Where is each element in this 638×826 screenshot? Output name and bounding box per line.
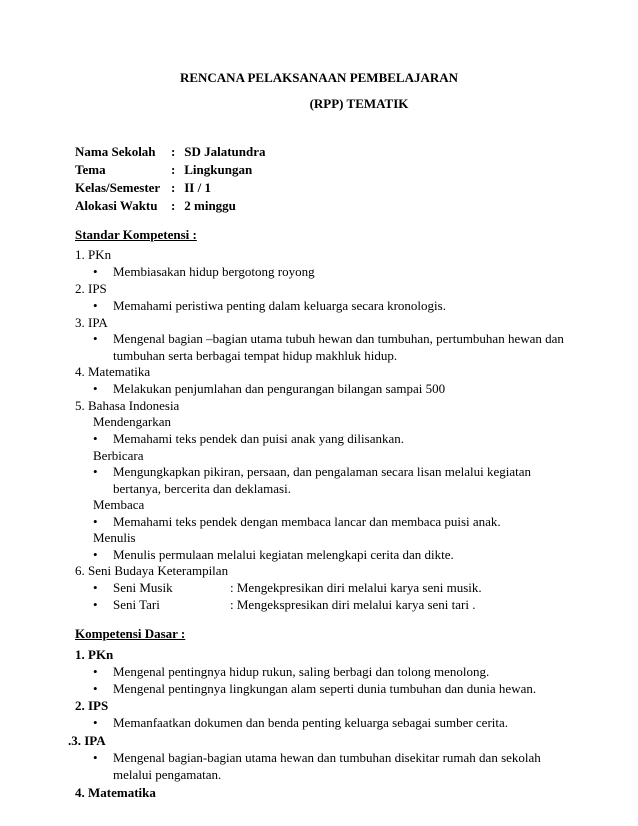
list-item bbox=[93, 681, 536, 697]
list-item-text: : Mengekspresikan diri melalui karya seni tari . bbox=[230, 597, 476, 612]
identity-row-time bbox=[75, 198, 236, 214]
subject-ips: 2. IPS bbox=[75, 281, 107, 296]
list-item-text: Mengenal bagian –bagian utama tubuh hewan dan tumbuhan, pertumbuhan hewan dan bbox=[113, 331, 564, 346]
identity-value: II / 1 bbox=[184, 180, 211, 195]
identity-key: Tema bbox=[75, 162, 106, 177]
list-item bbox=[93, 331, 564, 347]
list-item-text: Melakukan penjumlahan dan pengurangan bilangan sampai 500 bbox=[113, 381, 446, 396]
list-item-text: : Mengekpresikan diri melalui karya seni musik. bbox=[230, 580, 482, 595]
list-item bbox=[93, 664, 489, 680]
bullet-icon: • bbox=[93, 331, 98, 346]
subject-matematika: 4. Matematika bbox=[75, 364, 151, 379]
list-item bbox=[93, 597, 475, 613]
identity-value: SD Jalatundra bbox=[184, 144, 266, 159]
list-item bbox=[93, 750, 541, 766]
subject-seni-budaya: 6. Seni Budaya Keterampilan bbox=[75, 563, 229, 578]
subheading-berbicara: Berbicara bbox=[93, 448, 144, 463]
list-item-key: Seni Tari bbox=[113, 597, 160, 612]
subheading-menulis: Menulis bbox=[93, 530, 136, 545]
identity-sep: : bbox=[171, 144, 176, 159]
section-heading-standar-kompetensi: Standar Kompetensi : bbox=[75, 227, 197, 242]
bullet-icon: • bbox=[93, 298, 98, 313]
subject-pkn: 1. PKn bbox=[75, 647, 114, 662]
bullet-icon: • bbox=[93, 514, 98, 529]
list-item bbox=[93, 464, 531, 480]
bullet-icon: • bbox=[93, 597, 98, 612]
bullet-icon: • bbox=[93, 681, 98, 696]
list-item bbox=[93, 547, 454, 563]
list-item bbox=[93, 715, 508, 731]
identity-sep: : bbox=[171, 162, 176, 177]
list-item-continuation: tumbuhan serta berbagai tempat hidup makhluk hidup. bbox=[113, 348, 398, 363]
identity-key: Alokasi Waktu bbox=[75, 198, 158, 213]
bullet-icon: • bbox=[93, 580, 98, 595]
list-item-text: Mengenal pentingnya hidup rukun, saling berbagi dan tolong menolong. bbox=[113, 664, 490, 679]
bullet-icon: • bbox=[93, 381, 98, 396]
document-subtitle: (RPP) TEMATIK bbox=[309, 96, 409, 111]
list-item-text: Mengungkapkan pikiran, persaan, dan pengalaman secara lisan melalui kegiatan bbox=[113, 464, 532, 479]
list-item bbox=[93, 381, 445, 397]
identity-key: Nama Sekolah bbox=[75, 144, 156, 159]
bullet-icon: • bbox=[93, 547, 98, 562]
subject-ips: 2. IPS bbox=[75, 698, 109, 713]
list-item-text: Menulis permulaan melalui kegiatan melengkapi cerita dan dikte. bbox=[113, 547, 454, 562]
list-item-text: Memahami peristiwa penting dalam keluarga secara kronologis. bbox=[113, 298, 446, 313]
identity-value: 2 minggu bbox=[184, 198, 236, 213]
subject-ipa: 3. IPA bbox=[75, 315, 108, 330]
identity-sep: : bbox=[171, 198, 176, 213]
subject-bahasa-indonesia: 5. Bahasa Indonesia bbox=[75, 398, 180, 413]
section-heading-kompetensi-dasar: Kompetensi Dasar : bbox=[75, 626, 186, 641]
subject-matematika: 4. Matematika bbox=[75, 785, 156, 800]
bullet-icon: • bbox=[93, 264, 98, 279]
list-item-key: Seni Musik bbox=[113, 580, 173, 595]
list-item-continuation: melalui pengamatan. bbox=[113, 767, 222, 782]
identity-value: Lingkungan bbox=[184, 162, 253, 177]
subheading-mendengarkan: Mendengarkan bbox=[93, 414, 171, 429]
list-item bbox=[93, 298, 446, 314]
list-item-text: Membiasakan hidup bergotong royong bbox=[113, 264, 315, 279]
bullet-icon: • bbox=[93, 431, 98, 446]
list-item-text: Memahami teks pendek dengan membaca lancar dan membaca puisi anak. bbox=[113, 514, 501, 529]
document-title: RENCANA PELAKSANAAN PEMBELAJARAN bbox=[179, 70, 459, 85]
identity-row-theme bbox=[75, 162, 252, 178]
identity-key: Kelas/Semester bbox=[75, 180, 161, 195]
list-item bbox=[93, 431, 404, 447]
list-item-text: Memahami teks pendek dan puisi anak yang dilisankan. bbox=[113, 431, 404, 446]
list-item-text: Memanfaatkan dokumen dan benda penting keluarga sebagai sumber cerita. bbox=[113, 715, 509, 730]
list-item-text: Mengenal bagian-bagian utama hewan dan tumbuhan disekitar rumah dan sekolah bbox=[113, 750, 541, 765]
subheading-membaca: Membaca bbox=[93, 497, 145, 512]
list-item-text: Mengenal pentingnya lingkungan alam seperti dunia tumbuhan dan dunia hewan. bbox=[113, 681, 537, 696]
bullet-icon: • bbox=[93, 464, 98, 479]
list-item bbox=[93, 580, 482, 596]
bullet-icon: • bbox=[93, 715, 98, 730]
bullet-icon: • bbox=[93, 664, 98, 679]
bullet-icon: • bbox=[93, 750, 98, 765]
list-item bbox=[93, 264, 315, 280]
subject-pkn: 1. PKn bbox=[75, 247, 112, 262]
list-item-continuation: bertanya, bercerita dan deklamasi. bbox=[113, 481, 291, 496]
identity-row-school bbox=[75, 144, 266, 160]
identity-sep: : bbox=[171, 180, 176, 195]
identity-row-class bbox=[75, 180, 211, 196]
subject-ipa: .3. IPA bbox=[68, 733, 106, 748]
list-item bbox=[93, 514, 501, 530]
